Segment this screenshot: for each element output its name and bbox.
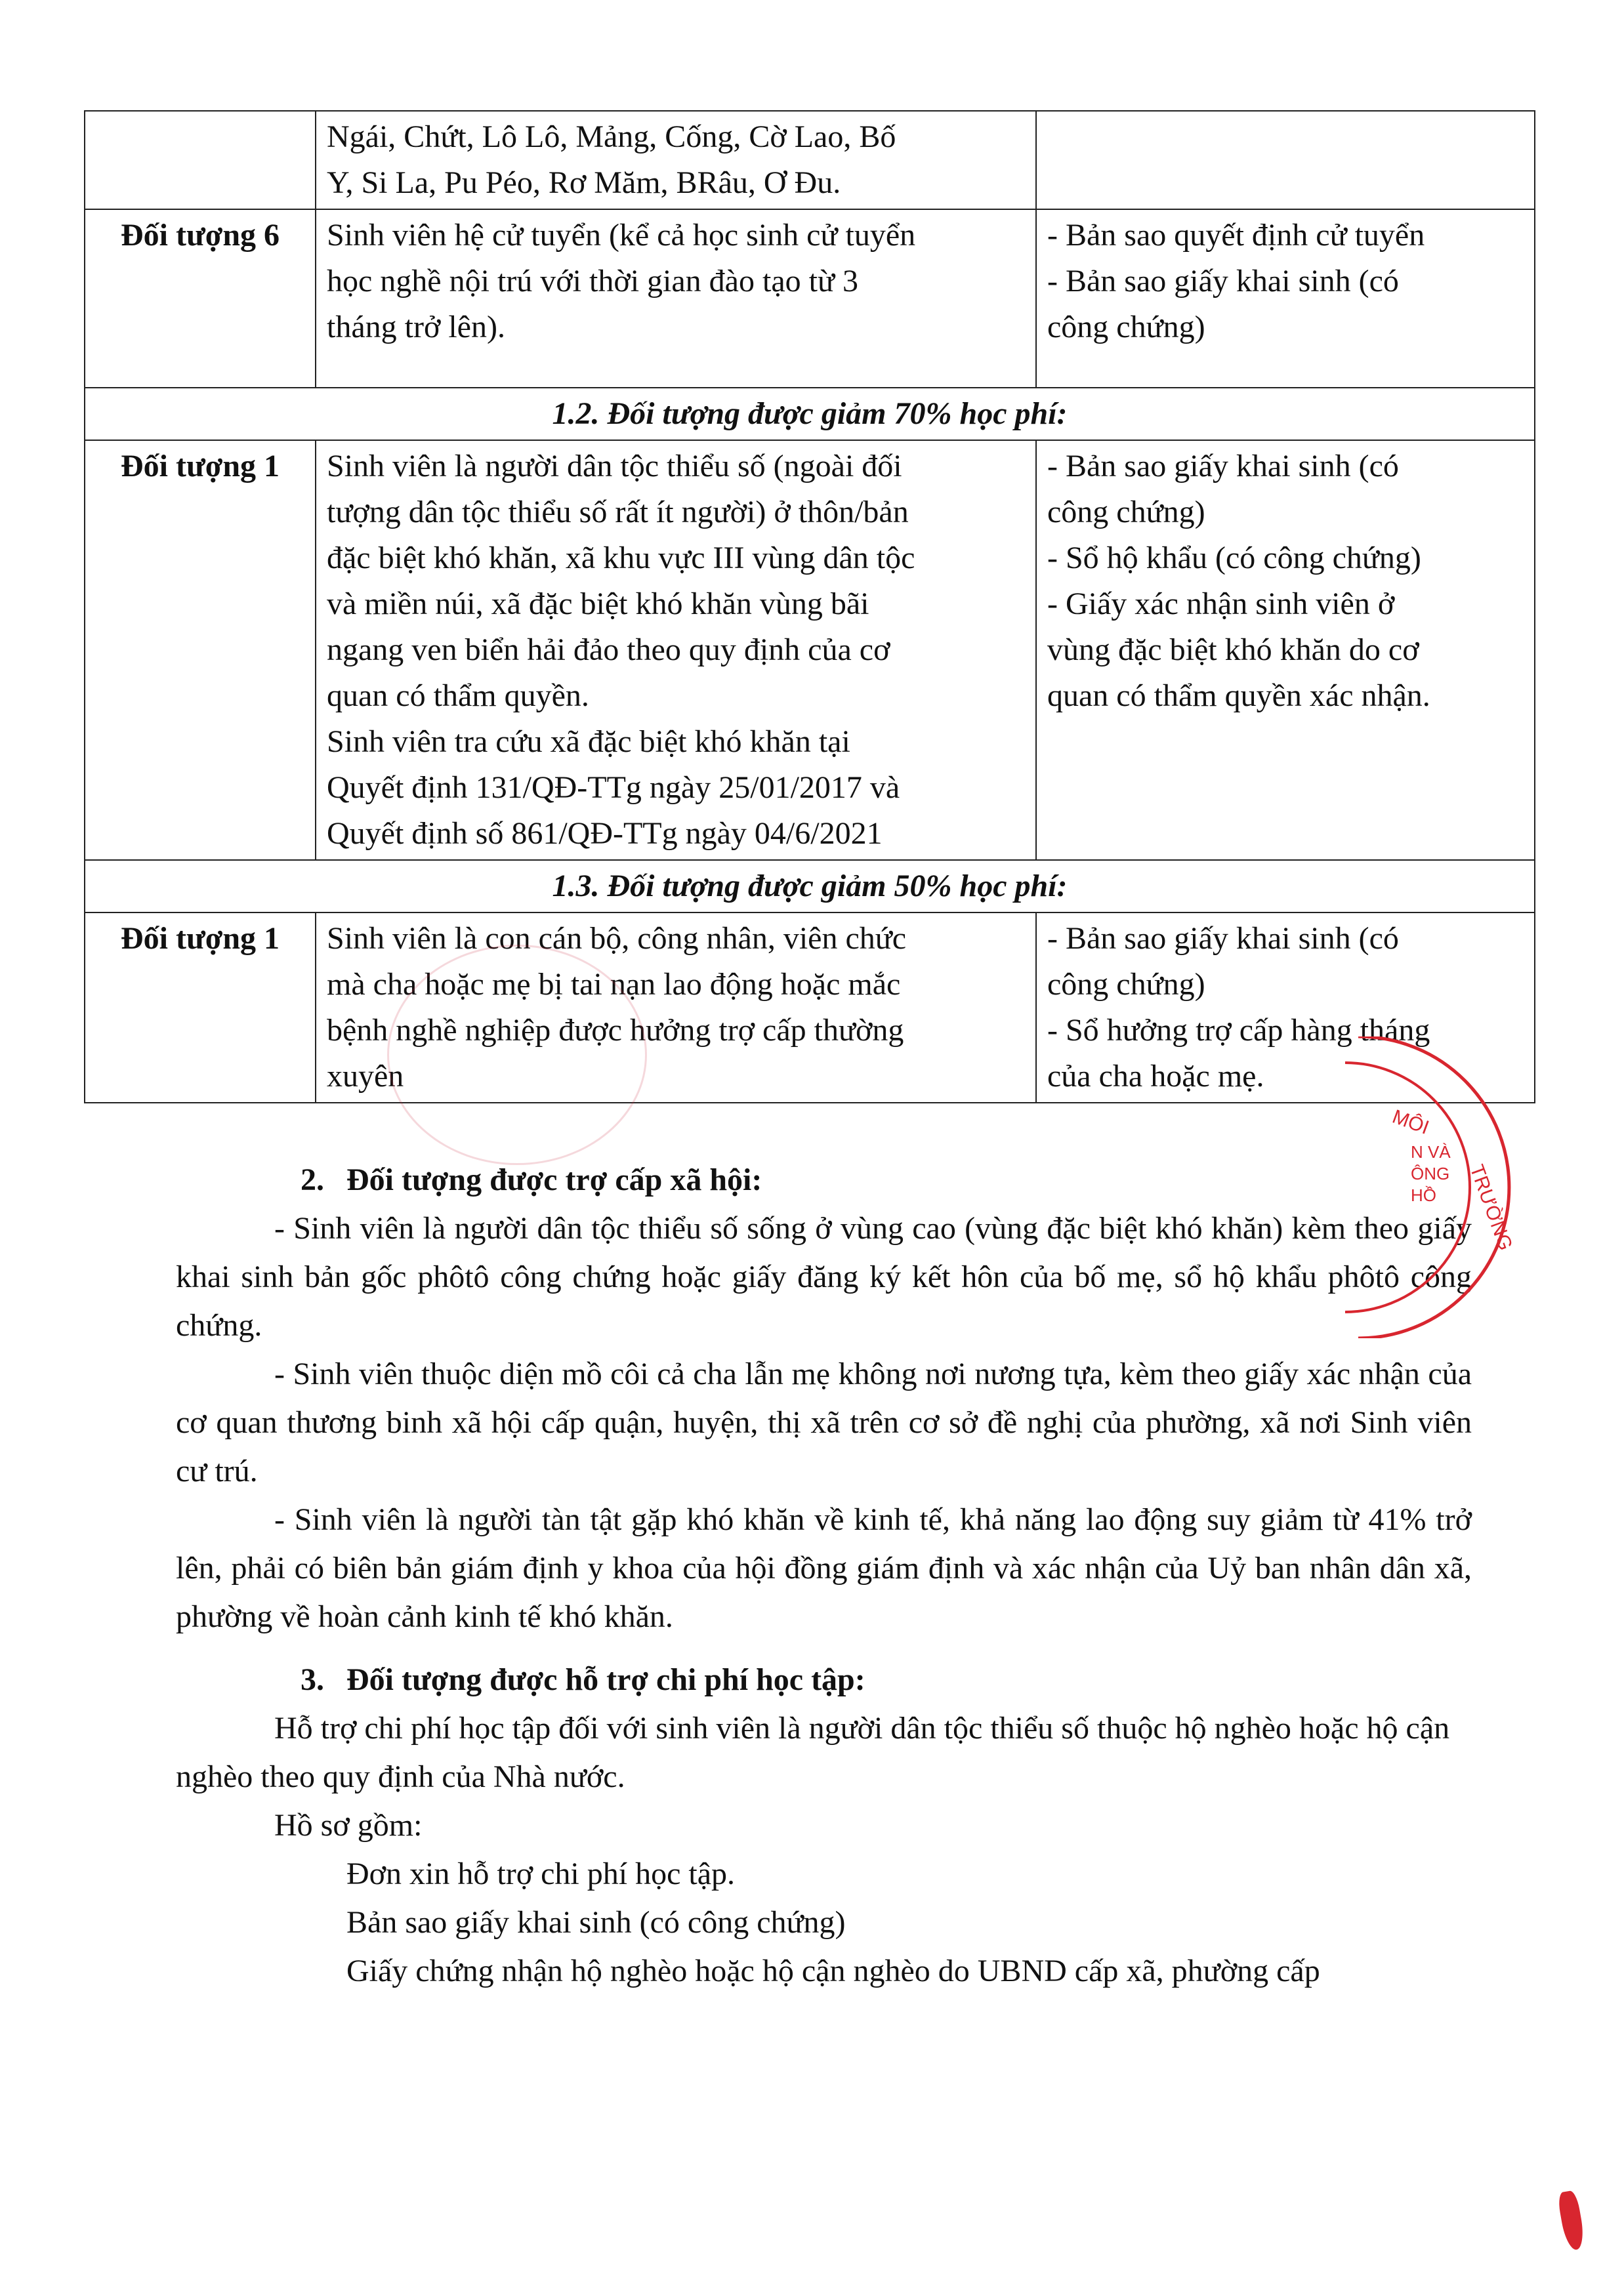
text-line: đặc biệt khó khăn, xã khu vực III vùng dân tộc [327, 541, 915, 575]
text-line: công chứng) [1047, 967, 1205, 1002]
text-line: vùng đặc biệt khó khăn do cơ [1047, 632, 1419, 667]
list-item: Giấy chứng nhận hộ nghèo hoặc hộ cận nghèo do UBND cấp xã, phường cấp [346, 1954, 1320, 1988]
list-item: Bản sao giấy khai sinh (có công chứng) [346, 1905, 846, 1940]
text-line: Sinh viên là con cán bộ, công nhân, viên chức [327, 921, 907, 956]
documents-cell [1036, 209, 1535, 388]
text-line: - Bản sao quyết định cử tuyển [1047, 218, 1425, 253]
body-text [176, 1141, 1472, 1996]
text-line: của cha hoặc mẹ. [1047, 1059, 1264, 1094]
text-line: - Sổ hộ khẩu (có công chứng) [1047, 541, 1421, 575]
section-number: 3. [301, 1662, 324, 1697]
paragraph: - Sinh viên là người tàn tật gặp khó khăn về kinh tế, khả năng lao động suy giảm từ 41% trở lên, phải có biên bản giám định y khoa của hội đồng giám định và xác nhận của Uỷ ban nhân dân xã, phường về hoàn cảnh kinh tế khó khăn. [176, 1502, 1472, 1634]
documents-cell [1036, 440, 1535, 860]
exemption-table [84, 110, 1535, 1103]
table-row [85, 209, 1535, 388]
section-title: Đối tượng được trợ cấp xã hội: [346, 1162, 762, 1197]
table-row [85, 912, 1535, 1103]
section-3-heading [176, 1656, 1472, 1704]
label-cell: Đối tượng 1 [85, 912, 316, 1103]
section-2-heading [176, 1156, 1472, 1204]
text-line: tháng trở lên). [327, 310, 505, 344]
text-line: - Sổ hưởng trợ cấp hàng tháng [1047, 1013, 1430, 1048]
text-line: Quyết định số 861/QĐ-TTg ngày 04/6/2021 [327, 816, 883, 851]
section-title: Đối tượng được hỗ trợ chi phí học tập: [346, 1662, 865, 1697]
text-line: Sinh viên là người dân tộc thiểu số (ngoài đối [327, 449, 902, 483]
section-heading-1-3: 1.3. Đối tượng được giảm 50% học phí: [85, 860, 1535, 912]
description-cell [316, 440, 1036, 860]
text-line: - Bản sao giấy khai sinh (có [1047, 449, 1399, 483]
text-line: xuyên [327, 1059, 404, 1094]
description-cell [316, 111, 1036, 209]
stamp-inner-ring [1345, 1063, 1470, 1312]
section-row [85, 860, 1535, 912]
label-cell: Đối tượng 1 [85, 440, 316, 860]
text-line: mà cha hoặc mẹ bị tai nạn lao động hoặc mắc [327, 967, 901, 1002]
text-line: Sinh viên hệ cử tuyển (kể cả học sinh cử tuyển [327, 218, 916, 253]
paragraph: Hỗ trợ chi phí học tập đối với sinh viên là người dân tộc thiểu số thuộc hộ nghèo hoặc hộ cận nghèo theo quy định của Nhà nước. [176, 1711, 1450, 1794]
text-line: quan có thẩm quyền xác nhận. [1047, 678, 1430, 713]
text-line: bệnh nghề nghiệp được hưởng trợ cấp thường [327, 1013, 904, 1048]
text-line: Sinh viên tra cứu xã đặc biệt khó khăn tại [327, 724, 850, 759]
section-row [85, 388, 1535, 440]
table-row [85, 111, 1535, 209]
description-cell [316, 209, 1036, 388]
paragraph: - Sinh viên thuộc diện mồ côi cả cha lẫn mẹ không nơi nương tựa, kèm theo giấy xác nhận của cơ quan thương binh xã hội cấp quận, huyện, thị xã trên cơ sở đề nghị của phường, xã nơi Sinh viên cư trú. [176, 1357, 1472, 1488]
text-line: Quyết định 131/QĐ-TTg ngày 25/01/2017 và [327, 770, 900, 805]
stamp-text-line: HỒ [1411, 1185, 1436, 1205]
text-line: công chứng) [1047, 310, 1205, 344]
stamp-arc-text: TRƯỜNG [1465, 1162, 1517, 1254]
red-stamp [1332, 1036, 1529, 1338]
text-line: Y, Si La, Pu Péo, Rơ Măm, BRâu, Ơ Đu. [327, 165, 841, 200]
text-line: công chứng) [1047, 495, 1205, 529]
stamp-text-line: ÔNG [1411, 1164, 1450, 1183]
text-line: ngang ven biển hải đảo theo quy định của cơ [327, 632, 890, 667]
table-row [85, 440, 1535, 860]
stamp-text-line: N VÀ [1411, 1142, 1451, 1162]
text-line: và miền núi, xã đặc biệt khó khăn vùng bãi [327, 586, 869, 621]
documents-cell [1036, 111, 1535, 209]
section-number: 2. [301, 1162, 324, 1197]
paragraph: - Sinh viên là người dân tộc thiểu số sống ở vùng cao (vùng đặc biệt khó khăn) kèm theo giấy khai sinh bản gốc phôtô công chứng hoặc giấy đăng ký kết hôn của bố mẹ, sổ hộ khẩu phôtô công chứng. [176, 1211, 1472, 1343]
stamp-arc-text: MÔI [1389, 1105, 1432, 1139]
docs-heading: Hồ sơ gồm: [274, 1808, 423, 1843]
text-line: - Bản sao giấy khai sinh (có [1047, 921, 1399, 956]
section-heading-1-2: 1.2. Đối tượng được giảm 70% học phí: [85, 388, 1535, 440]
text-line: tượng dân tộc thiểu số rất ít người) ở thôn/bản [327, 495, 909, 529]
label-cell [85, 111, 316, 209]
text-line: quan có thẩm quyền. [327, 678, 589, 713]
red-ink-mark [1556, 2190, 1586, 2251]
text-line: Ngái, Chứt, Lô Lô, Mảng, Cống, Cờ Lao, Bố [327, 119, 896, 154]
text-line: - Bản sao giấy khai sinh (có [1047, 264, 1399, 298]
label-cell: Đối tượng 6 [85, 209, 316, 388]
text-line: - Giấy xác nhận sinh viên ở [1047, 586, 1395, 621]
text-line: học nghề nội trú với thời gian đào tạo từ 3 [327, 264, 858, 298]
faint-stamp-mark [387, 945, 647, 1165]
list-item: Đơn xin hỗ trợ chi phí học tập. [346, 1856, 736, 1891]
